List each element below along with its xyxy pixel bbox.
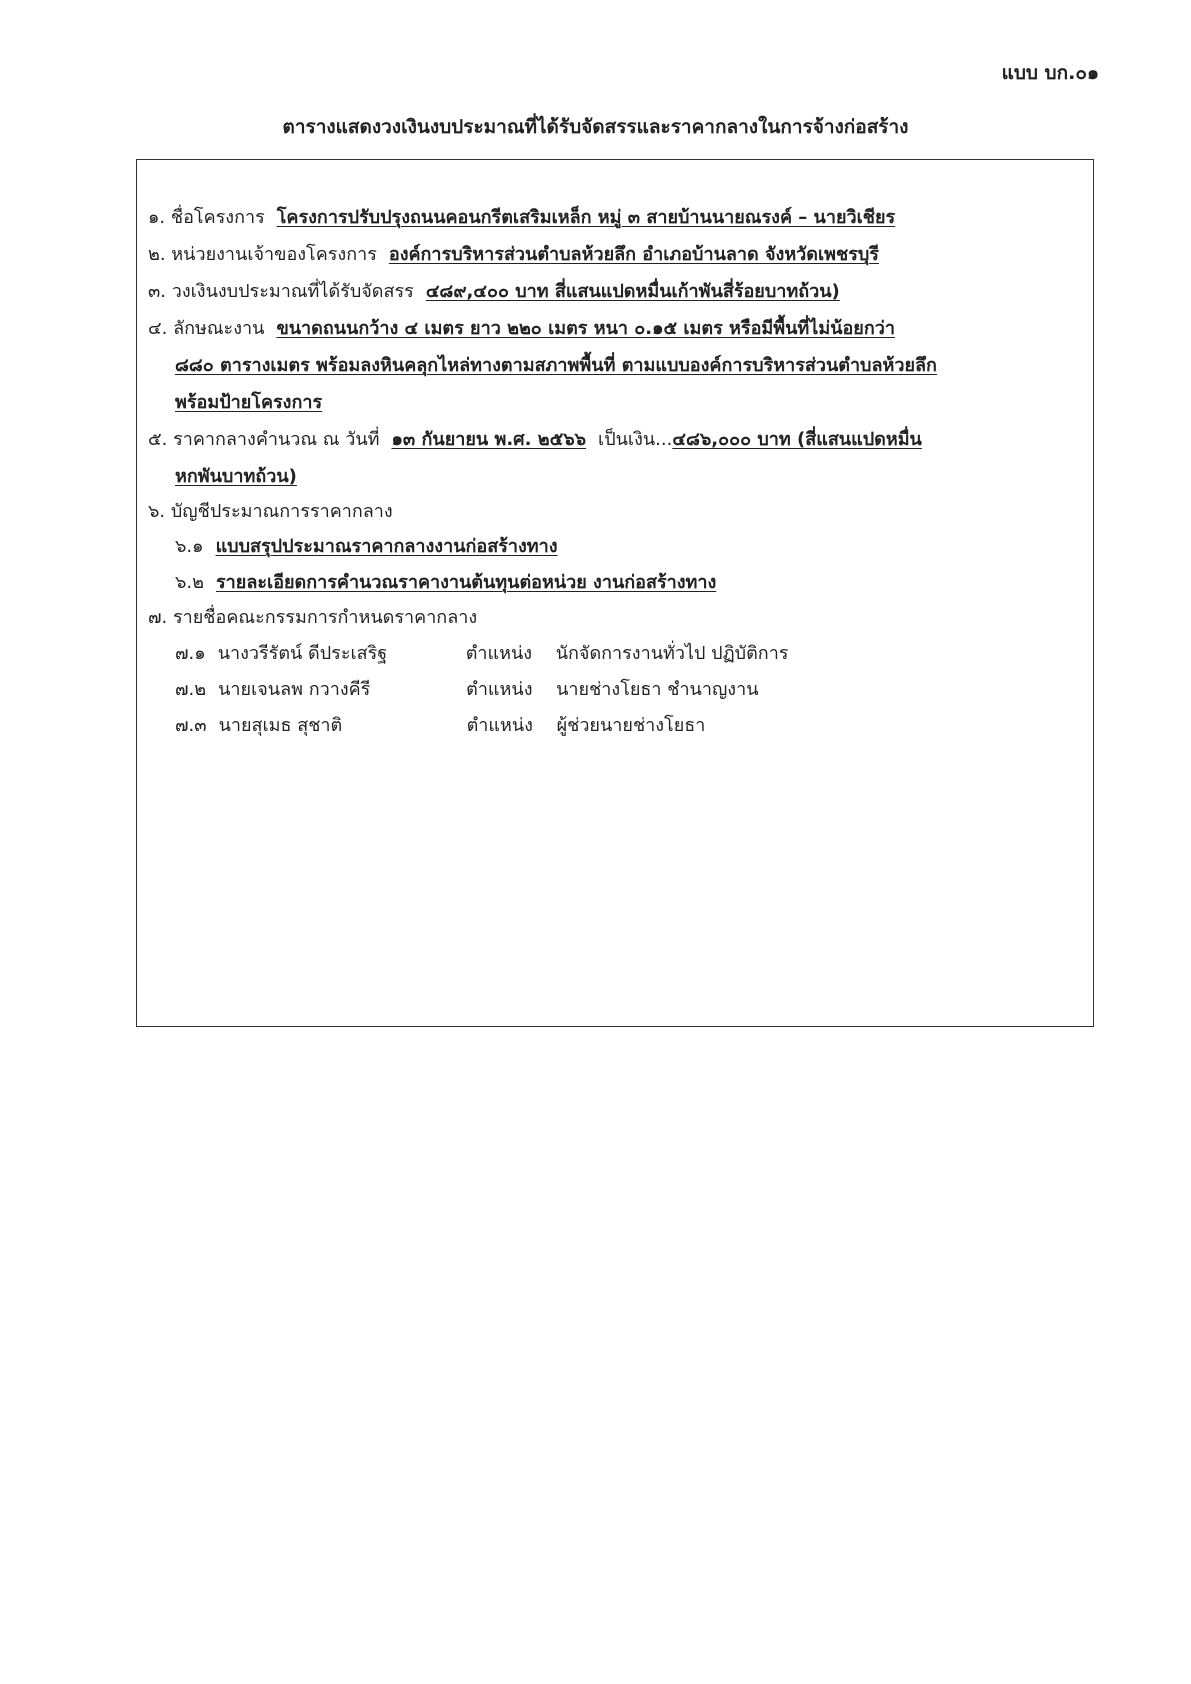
- work-description-line-1: ขนาดถนนกว้าง ๔ เมตร ยาว ๒๒๐ เมตร หนา ๐.๑๕ เมตร หรือมีพื้นที่ไม่น้อยกว่า: [276, 318, 895, 339]
- owner-agency-value: องค์การบริหารส่วนตำบลห้วยลึก อำเภอบ้านลาด จังหวัดเพชรบุรี: [388, 244, 879, 265]
- member-name: นายเจนลพ กวางคีรี: [218, 679, 371, 700]
- item-project-name: [148, 206, 895, 230]
- item-budget: [148, 280, 840, 304]
- item-work-description-cont-1: [175, 354, 937, 378]
- median-price-amount-cont: หกพันบาทถ้วน): [175, 466, 297, 487]
- committee-member-row: [175, 678, 759, 702]
- item-median-price-cont: [175, 465, 297, 489]
- price-estimate-list-label: ๖. บัญชีประมาณการราคากลาง: [148, 501, 393, 522]
- member-position-label: ตำแหน่ง: [466, 679, 533, 700]
- median-price-amount-label: เป็นเงิน...: [598, 429, 673, 450]
- committee-label: ๗. รายชื่อคณะกรรมการกำหนดราคากลาง: [148, 607, 478, 628]
- estimate-subitem-text: รายละเอียดการคำนวณราคางานต้นทุนต่อหน่วย งานก่อสร้างทาง: [216, 572, 717, 593]
- member-position-label: ตำแหน่ง: [466, 715, 533, 736]
- work-description-line-2: ๘๘๐ ตารางเมตร พร้อมลงหินคลุกไหล่ทางตามสภาพพื้นที่ ตามแบบองค์การบริหารส่วนตำบลห้วยลึก: [175, 355, 937, 376]
- member-position-label: ตำแหน่ง: [465, 643, 533, 664]
- member-position: ผู้ช่วยนายช่างโยธา: [556, 715, 706, 736]
- item-work-description-cont-2: [175, 391, 322, 415]
- member-name: นายสุเมธ สุชาติ: [218, 715, 343, 736]
- estimate-subitem-text: แบบสรุปประมาณราคากลางงานก่อสร้างทาง: [215, 536, 558, 557]
- committee-member-row: [175, 642, 788, 666]
- budget-value: ๔๘๙,๔๐๐ บาท สี่แสนแปดหมื่นเก้าพันสี่ร้อยบาทถ้วน): [425, 281, 840, 302]
- member-name: นางวรีรัตน์ ดีประเสริฐ: [217, 643, 388, 664]
- form-code: แบบ บก.๐๑: [1001, 62, 1099, 84]
- member-no: ๗.๓: [175, 715, 207, 736]
- item-work-description: [148, 317, 895, 341]
- project-name-label: ๑. ชื่อโครงการ: [148, 207, 265, 228]
- document-title: ตารางแสดงวงเงินงบประมาณที่ได้รับจัดสรรและราคากลางในการจ้างก่อสร้าง: [282, 116, 909, 138]
- item-owner-agency: [148, 243, 879, 267]
- median-price-label: ๕. ราคากลางคำนวณ ณ วันที่: [148, 429, 380, 450]
- member-no: ๗.๒: [175, 679, 207, 700]
- work-description-label: ๔. ลักษณะงาน: [148, 318, 265, 339]
- work-description-line-3: พร้อมป้ายโครงการ: [175, 392, 323, 413]
- member-no: ๗.๑: [175, 643, 206, 664]
- owner-agency-label: ๒. หน่วยงานเจ้าของโครงการ: [148, 244, 377, 265]
- committee-member-row: [175, 714, 705, 738]
- median-price-amount: ๔๘๖,๐๐๐ บาท (สี่แสนแปดหมื่น: [672, 429, 922, 450]
- project-name-value: โครงการปรับปรุงถนนคอนกรีตเสริมเหล็ก หมู่ ๓ สายบ้านนายณรงค์ – นายวิเชียร: [276, 207, 896, 228]
- member-position: นักจัดการงานทั่วไป ปฏิบัติการ: [555, 643, 789, 664]
- item-price-estimate-list: [148, 500, 393, 524]
- budget-label: ๓. วงเงินงบประมาณที่ได้รับจัดสรร: [148, 281, 414, 302]
- estimate-subitem: [175, 535, 558, 559]
- estimate-subitem-no: ๖.๑: [175, 536, 204, 557]
- member-position: นายช่างโยธา ชำนาญงาน: [556, 679, 759, 700]
- estimate-subitem: [175, 571, 716, 595]
- item-committee: [148, 606, 477, 630]
- median-price-date: ๑๓ กันยายน พ.ศ. ๒๕๖๖: [391, 429, 587, 450]
- item-median-price: [148, 428, 922, 452]
- estimate-subitem-no: ๖.๒: [175, 572, 205, 593]
